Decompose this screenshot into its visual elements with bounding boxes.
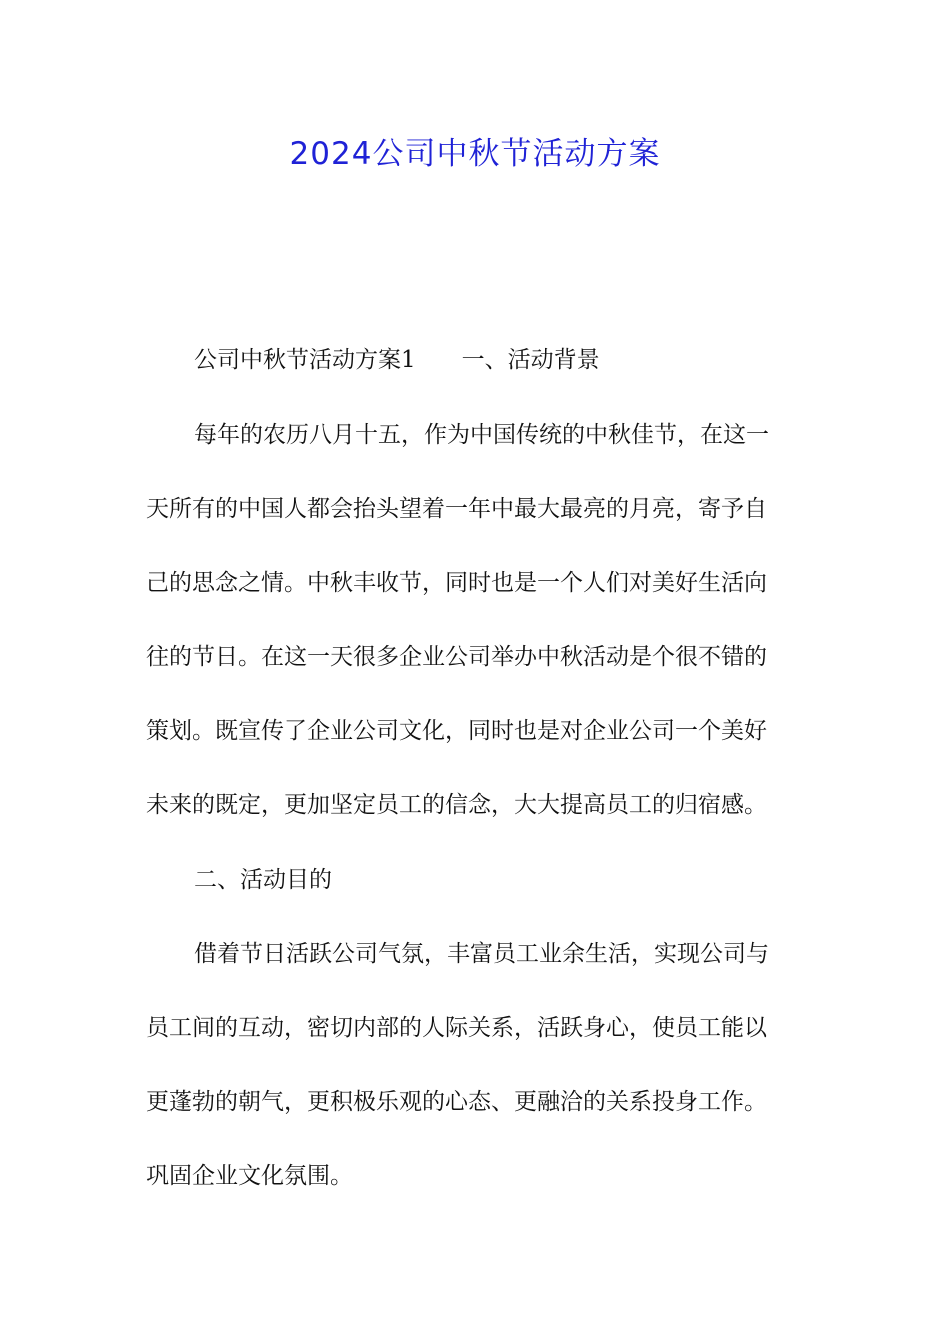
paragraph-line: 策划。既宣传了企业公司文化，同时也是对企业公司一个美好	[146, 718, 767, 744]
paragraph-line: 未来的既定，更加坚定员工的信念，大大提高员工的归宿感。	[146, 792, 767, 818]
paragraph-line: 巩固企业文化氛围。	[146, 1163, 353, 1189]
paragraph-line: 往的节日。在这一天很多企业公司举办中秋活动是个很不错的	[146, 644, 767, 670]
paragraph-line: 己的思念之情。中秋丰收节，同时也是一个人们对美好生活向	[146, 570, 767, 596]
plan-heading-line	[194, 344, 856, 376]
document-title: 2024公司中秋节活动方案	[289, 136, 661, 172]
plan-heading: 公司中秋节活动方案1	[194, 347, 416, 373]
paragraph-line: 天所有的中国人都会抬头望着一年中最大最亮的月亮，寄予自	[146, 496, 767, 522]
paragraph-line: 每年的农历八月十五，作为中国传统的中秋佳节，在这一	[194, 422, 769, 448]
section-heading-background: 一、活动背景	[461, 347, 600, 373]
paragraph-line: 借着节日活跃公司气氛，丰富员工业余生活，实现公司与	[194, 941, 769, 967]
section-heading-purpose: 二、活动目的	[194, 867, 332, 893]
paragraph-line: 员工间的互动，密切内部的人际关系，活跃身心，使员工能以	[146, 1015, 767, 1041]
paragraph-line: 更蓬勃的朝气，更积极乐观的心态、更融洽的关系投身工作。	[146, 1089, 767, 1115]
